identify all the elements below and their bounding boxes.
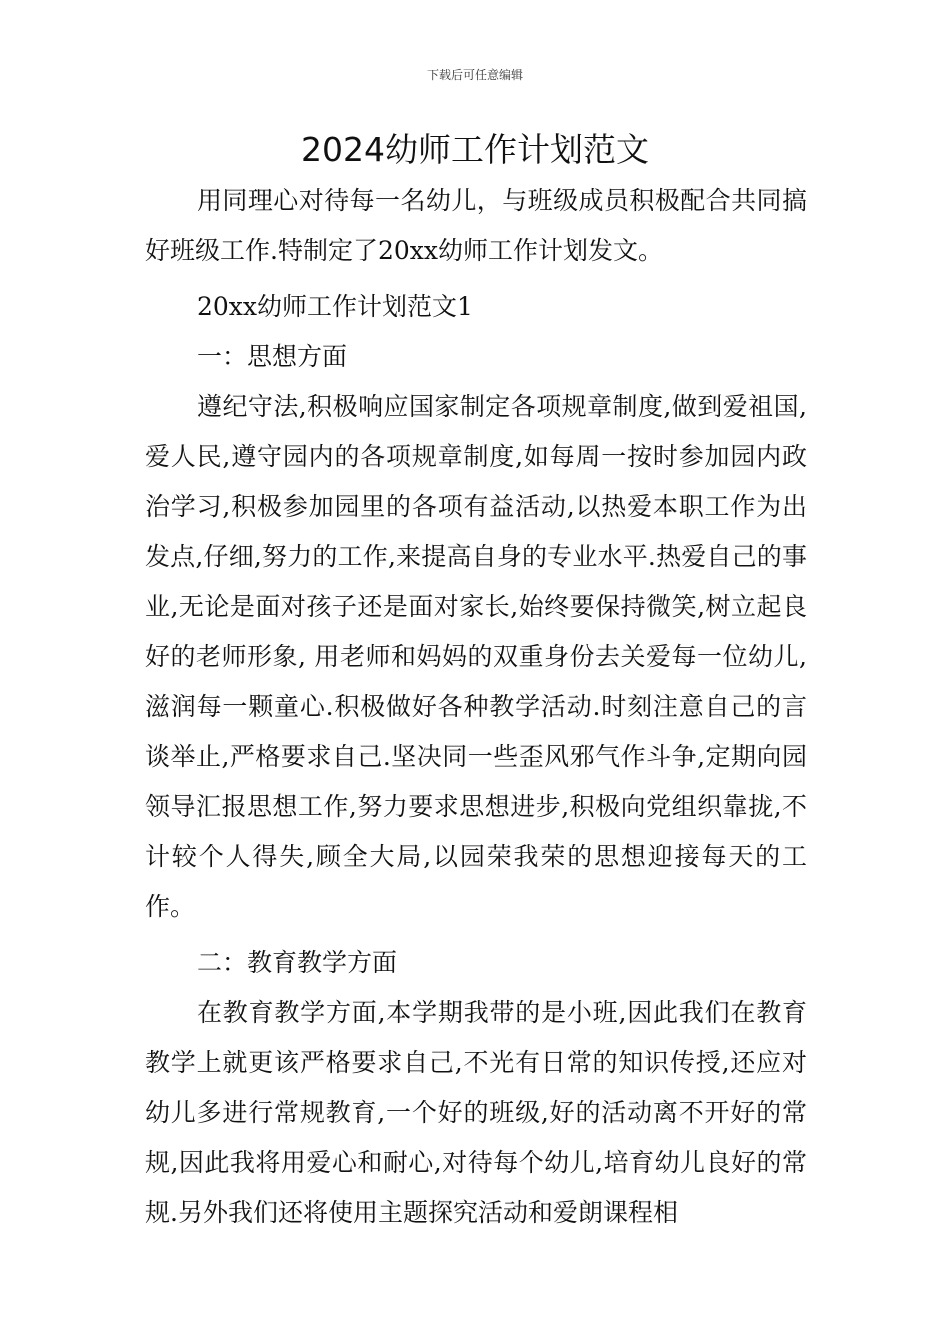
heading-thought: 一：思想方面	[197, 342, 348, 371]
header-note: 下载后可任意编辑	[426, 68, 523, 82]
document-body	[145, 176, 807, 1238]
body-education: 在教育教学方面,本学期我带的是小班,因此我们在教育教学上就更该严格要求自己,不光有日常的知识传授,还应对幼儿多进行常规教育,一个好的班级,好的活动离不开好的常规,因此我将用爱心和耐心,对待每个幼儿,培育幼儿良好的常规.另外我们还将使用主题探究活动和爱朗课程相	[145, 998, 807, 1227]
document-title: 2024幼师工作计划范文	[301, 130, 649, 169]
section-title: 20xx幼师工作计划范文1	[197, 292, 473, 321]
intro-paragraph: 用同理心对待每一名幼儿，与班级成员积极配合共同搞好班级工作.特制定了20xx幼师工作计划发文。	[145, 186, 807, 265]
body-thought: 遵纪守法,积极响应国家制定各项规章制度,做到爱祖国,爱人民,遵守园内的各项规章制度,如每周一按时参加园内政治学习,积极参加园里的各项有益活动,以热爱本职工作为出发点,仔细,努力的工作,来提高自身的专业水平.热爱自己的事业,无论是面对孩子还是面对家长,始终要保持微笑,树立起良好的老师形象, 用老师和妈妈的双重身份去关爱每一位幼儿,滋润每一颗童心.积极做好各种教学活动.时刻注意自己的言谈举止,严格要求自己.坚决同一些歪风邪气作斗争,定期向园领导汇报思想工作,努力要求思想进步,积极向党组织靠拢,不计较个人得失,顾全大局,以园荣我荣的思想迎接每天的工作。	[145, 392, 807, 921]
heading-education: 二：教育教学方面	[197, 948, 398, 977]
